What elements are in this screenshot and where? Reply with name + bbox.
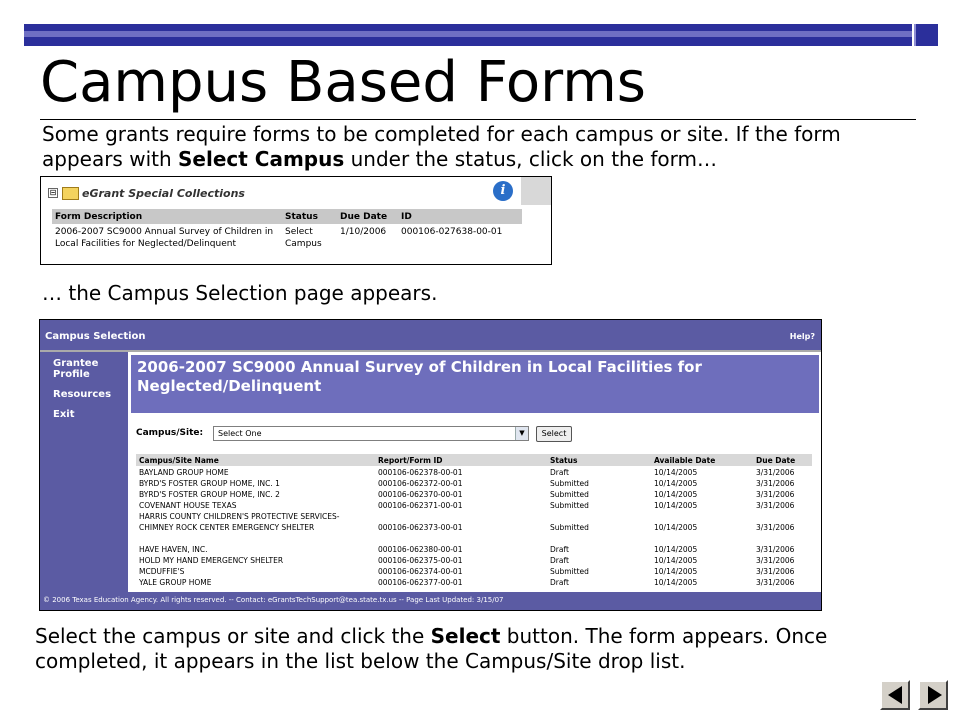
top-bar-endcap <box>914 24 938 46</box>
cell-campus-name[interactable]: HAVE HAVEN, INC. <box>139 545 208 554</box>
instruction-text-bold: Select <box>430 624 501 648</box>
cell-status: Draft <box>550 545 569 554</box>
cell-available-date: 10/14/2005 <box>654 501 698 510</box>
cell-campus-name[interactable]: HOLD MY HAND EMERGENCY SHELTER <box>139 556 284 565</box>
cell-campus-name[interactable]: BAYLAND GROUP HOME <box>139 468 229 477</box>
title-underline <box>40 119 916 120</box>
column-header-id: ID <box>401 212 412 222</box>
cell-status: Draft <box>550 468 569 477</box>
help-link[interactable]: Help? <box>789 332 815 341</box>
cell-available-date: 10/14/2005 <box>654 578 698 587</box>
intro-text-start: Some grants require forms to be completed for each campus or site. If the form appears with <box>42 122 841 171</box>
cell-campus-name[interactable]: YALE GROUP HOME <box>139 578 212 587</box>
cell-campus-name[interactable]: HARRIS COUNTY CHILDREN'S PROTECTIVE SERVICES-CHIMNEY ROCK CENTER EMERGENCY SHELTER <box>139 512 340 532</box>
campus-page-footer <box>40 592 821 610</box>
egrant-header-edge <box>521 177 551 205</box>
cell-report-id: 000106-062374-00-01 <box>378 567 463 576</box>
info-icon[interactable]: i <box>493 181 513 201</box>
egrant-panel-title: eGrant Special Collections <box>82 187 245 200</box>
cell-report-id: 000106-062378-00-01 <box>378 468 463 477</box>
cell-available-date: 10/14/2005 <box>654 556 698 565</box>
column-header-available-date: Available Date <box>654 456 716 465</box>
cell-available-date: 10/14/2005 <box>654 468 698 477</box>
triangle-left-icon <box>888 686 902 704</box>
select-button[interactable]: Select <box>536 426 572 442</box>
cell-available-date: 10/14/2005 <box>654 490 698 499</box>
intro-paragraph <box>42 122 912 172</box>
column-header-status: Status <box>550 456 578 465</box>
dropdown-value: Select One <box>218 429 262 438</box>
form-description-link[interactable]: 2006-2007 SC9000 Annual Survey of Children in Local Facilities for Neglected/Delinquent <box>55 227 274 249</box>
cell-report-id: 000106-062370-00-01 <box>378 490 463 499</box>
cell-due-date: 3/31/2006 <box>756 490 795 499</box>
cell-due-date: 3/31/2006 <box>756 567 795 576</box>
form-title: 2006-2007 SC9000 Annual Survey of Children in Local Facilities for Neglected/Delinquent <box>137 358 702 395</box>
collapse-icon[interactable]: ⊟ <box>49 188 57 197</box>
next-slide-button[interactable] <box>918 680 948 710</box>
campus-page-header <box>40 320 821 352</box>
instruction-paragraph <box>35 624 895 674</box>
cell-status: Submitted <box>550 490 589 499</box>
cell-campus-name[interactable]: MCDUFFIE'S <box>139 567 185 576</box>
cell-due-date: 3/31/2006 <box>756 556 795 565</box>
cell-report-id: 000106-062380-00-01 <box>378 545 463 554</box>
cell-due-date: 3/31/2006 <box>756 479 795 488</box>
cell-available-date: 10/14/2005 <box>654 523 698 532</box>
cell-campus-name[interactable]: BYRD'S FOSTER GROUP HOME, INC. 2 <box>139 490 280 499</box>
column-header-form-description: Form Description <box>55 212 143 222</box>
nav-resources[interactable]: Resources <box>53 389 112 400</box>
cell-report-id: 000106-062373-00-01 <box>378 523 463 532</box>
cell-status: Draft <box>550 556 569 565</box>
form-id: 000106-027638-00-01 <box>401 227 503 237</box>
previous-slide-button[interactable] <box>880 680 910 710</box>
campus-selection-page <box>39 319 822 611</box>
campus-page-title: Campus Selection <box>45 331 146 342</box>
cell-report-id: 000106-062372-00-01 <box>378 479 463 488</box>
cell-due-date: 3/31/2006 <box>756 501 795 510</box>
cell-status: Submitted <box>550 523 589 532</box>
campus-sidebar <box>40 352 128 592</box>
column-header-due-date: Due Date <box>756 456 796 465</box>
slide-title: Campus Based Forms <box>40 50 646 115</box>
footer-copyright: © 2006 Texas Education Agency. All rights reserved. -- Contact: eGrantsTechSupport@tea.state.tx.us -- Page Last Updated: 3/15/07 <box>43 596 504 604</box>
cell-status: Submitted <box>550 479 589 488</box>
cell-available-date: 10/14/2005 <box>654 567 698 576</box>
nav-grantee-profile[interactable]: Grantee Profile <box>53 358 99 380</box>
cell-report-id: 000106-062377-00-01 <box>378 578 463 587</box>
column-header-report-id: Report/Form ID <box>378 456 443 465</box>
nav-exit[interactable]: Exit <box>53 409 75 420</box>
egrant-collections-panel <box>40 176 552 265</box>
form-title-banner <box>131 355 819 413</box>
cell-campus-name[interactable]: BYRD'S FOSTER GROUP HOME, INC. 1 <box>139 479 280 488</box>
cell-available-date: 10/14/2005 <box>654 479 698 488</box>
cell-campus-name[interactable]: COVENANT HOUSE TEXAS <box>139 501 237 510</box>
campus-site-dropdown[interactable] <box>213 426 529 441</box>
cell-status: Draft <box>550 578 569 587</box>
cell-due-date: 3/31/2006 <box>756 468 795 477</box>
triangle-right-icon <box>928 686 942 704</box>
top-bar-stripe <box>24 24 912 46</box>
cell-report-id: 000106-062371-00-01 <box>378 501 463 510</box>
cell-status: Submitted <box>550 567 589 576</box>
instruction-text-start: Select the campus or site and click the <box>35 624 431 648</box>
cell-available-date: 10/14/2005 <box>654 545 698 554</box>
slide-top-bar <box>24 24 936 46</box>
column-header-due-date: Due Date <box>340 212 388 222</box>
chevron-down-icon[interactable]: ▼ <box>515 427 528 440</box>
column-header-campus-name: Campus/Site Name <box>139 456 219 465</box>
column-header-status: Status <box>285 212 318 222</box>
egrant-panel-header <box>41 177 521 207</box>
cell-due-date: 3/31/2006 <box>756 523 795 532</box>
cell-status: Submitted <box>550 501 589 510</box>
campus-site-label: Campus/Site: <box>136 428 204 438</box>
form-status: Select Campus <box>285 227 322 249</box>
intro-text-end: under the status, click on the form… <box>344 147 718 171</box>
cell-due-date: 3/31/2006 <box>756 578 795 587</box>
cell-report-id: 000106-062375-00-01 <box>378 556 463 565</box>
cell-due-date: 3/31/2006 <box>756 545 795 554</box>
instruction-text-end: button. The form appears. Once completed, it appears in the list below the Campus/Site drop list. <box>35 624 828 673</box>
campus-page-caption: … the Campus Selection page appears. <box>42 281 438 305</box>
folder-icon <box>62 187 79 200</box>
form-due-date: 1/10/2006 <box>340 227 387 237</box>
intro-text-bold: Select Campus <box>178 147 345 171</box>
